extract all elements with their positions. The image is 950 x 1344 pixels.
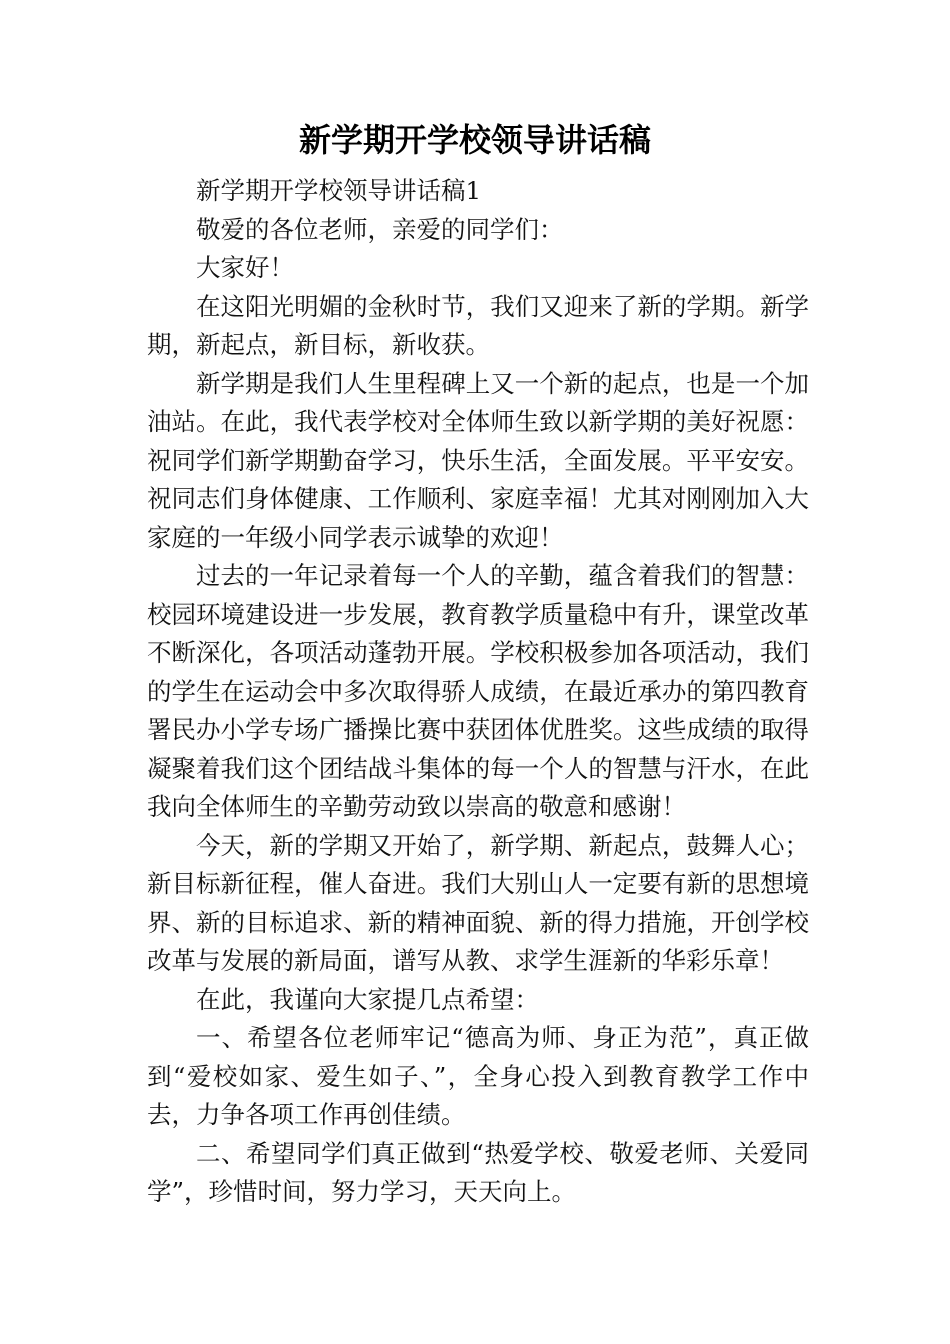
paragraph: 在此，我谨向大家提几点希望： [196,984,539,1014]
paragraph-subtitle: 新学期开学校领导讲话稿1 [196,176,482,205]
paragraph: 过去的一年记录着每一个人的辛勤，蕴含着我们的智慧：校园环境建设进一步发展，教育教学质量稳中有升，课堂改革不断深化，各项活动蓬勃开展。学校积极参加各项活动，我们的学生在运动会中多次取得骄人成绩，在最近承办的第四教育署民办小学专场广播操比赛中获团体优胜奖。这些成绩的取得凝聚着我们这个团结战斗集体的每一个人的智慧与汗水，在此我向全体师生的辛勤劳动致以崇高的敬意和感谢！ [147,561,809,821]
document-title: 新学期开学校领导讲话稿 [298,121,651,159]
document-body [147,172,809,1212]
paragraph: 新学期是我们人生里程碑上又一个新的起点，也是一个加油站。在此，我代表学校对全体师生致以新学期的美好祝愿：祝同学们新学期勤奋学习，快乐生活，全面发展。平平安安。祝同志们身体健康、工作顺利、家庭幸福！尤其对刚刚加入大家庭的一年级小同学表示诚挚的欢迎！ [147,368,809,552]
paragraph-greeting: 大家好！ [196,253,294,282]
paragraph: 一、希望各位老师牢记“德高为师、身正为范”，真正做到“爱校如家、爱生如子、”，全身心投入到教育教学工作中去，力争各项工作再创佳绩。 [147,1023,809,1129]
paragraph: 今天，新的学期又开始了，新学期、新起点，鼓舞人心；新目标新征程，催人奋进。我们大别山人一定要有新的思想境界、新的目标追求、新的精神面貌、新的得力措施，开创学校改革与发展的新局面，谱写从教、求学生涯新的华彩乐章！ [147,830,809,975]
paragraph-salutation: 敬爱的各位老师，亲爱的同学们： [196,214,564,244]
paragraph: 二、希望同学们真正做到“热爱学校、敬爱老师、关爱同学”，珍惜时间，努力学习，天天向上。 [147,1138,809,1206]
paragraph: 在这阳光明媚的金秋时节，我们又迎来了新的学期。新学期，新起点，新目标，新收获。 [147,291,809,359]
